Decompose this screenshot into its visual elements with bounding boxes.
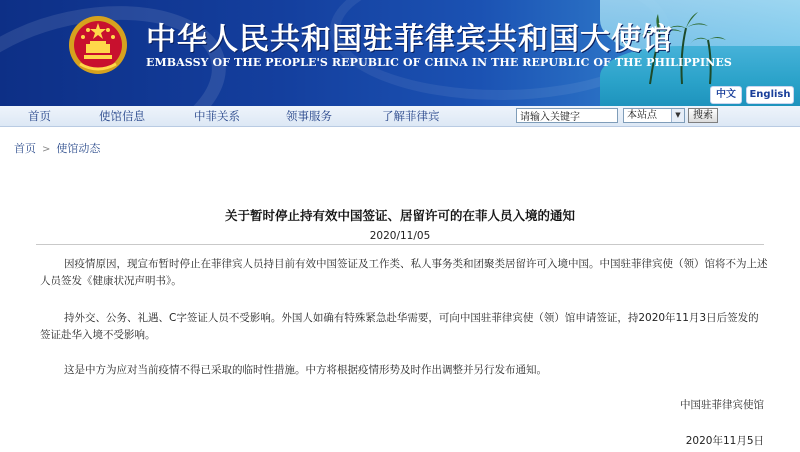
search-scope-select[interactable] [623,108,685,123]
article-paragraph: 这是中方为应对当前疫情不得已采取的临时性措施。中方将根据疫情形势及时作出调整并另行发布通知。 [64,364,547,376]
article-title: 关于暂时停止持有效中国签证、居留许可的在菲人员入境的通知 [224,208,575,223]
embassy-title-en: EMBASSY OF THE PEOPLE'S REPUBLIC OF CHINA IN THE REPUBLIC OF THE PHILIPPINES [146,56,732,69]
national-emblem-icon [66,14,130,76]
chevron-right-icon: > [42,144,51,155]
article-paragraph: 持外交、公务、礼遇、C字签证人员不受影响。外国人如确有特殊紧急赴华需要，可向中国驻菲律宾使（领）馆申请签证，持2020年11月3日后签发的签证赴华入境不受影响。 [40,312,759,341]
breadcrumb [14,140,100,156]
article-paragraph: 因疫情原因，现宣布暂时停止在菲律宾人员持目前有效中国签证及工作类、私人事务类和团聚类居留许可入境中国。中国驻菲律宾使（领）馆将不为上述人员签发《健康状况声明书》。 [40,258,768,287]
language-chinese-link[interactable]: 中文 [710,86,742,104]
nav-item-home[interactable]: 首页 [28,109,51,123]
embassy-title-cn: 中华人民共和国驻菲律宾共和国大使馆 [146,22,673,57]
search-button[interactable]: 搜索 [688,108,718,123]
nav-item-china-philippines-relations[interactable]: 中菲关系 [194,109,240,123]
breadcrumb-current[interactable]: 使馆动态 [56,142,101,155]
breadcrumb-home-link[interactable]: 首页 [14,142,36,155]
search-scope-value: 本站点 [627,110,657,121]
nav-item-about-philippines[interactable]: 了解菲律宾 [382,109,440,123]
article-divider [36,244,764,245]
search-input[interactable] [516,108,618,123]
article-signature-date: 2020年11月5日 [685,435,764,447]
nav-item-embassy-info[interactable]: 使馆信息 [99,109,145,123]
nav-item-consular-services[interactable]: 领事服务 [286,109,332,123]
chevron-down-icon[interactable]: ▼ [671,109,684,122]
article-date: 2020/11/05 [369,230,431,242]
header-banner [0,0,800,106]
language-english-link[interactable]: English [746,86,794,104]
article-signature: 中国驻菲律宾使馆 [680,399,764,411]
